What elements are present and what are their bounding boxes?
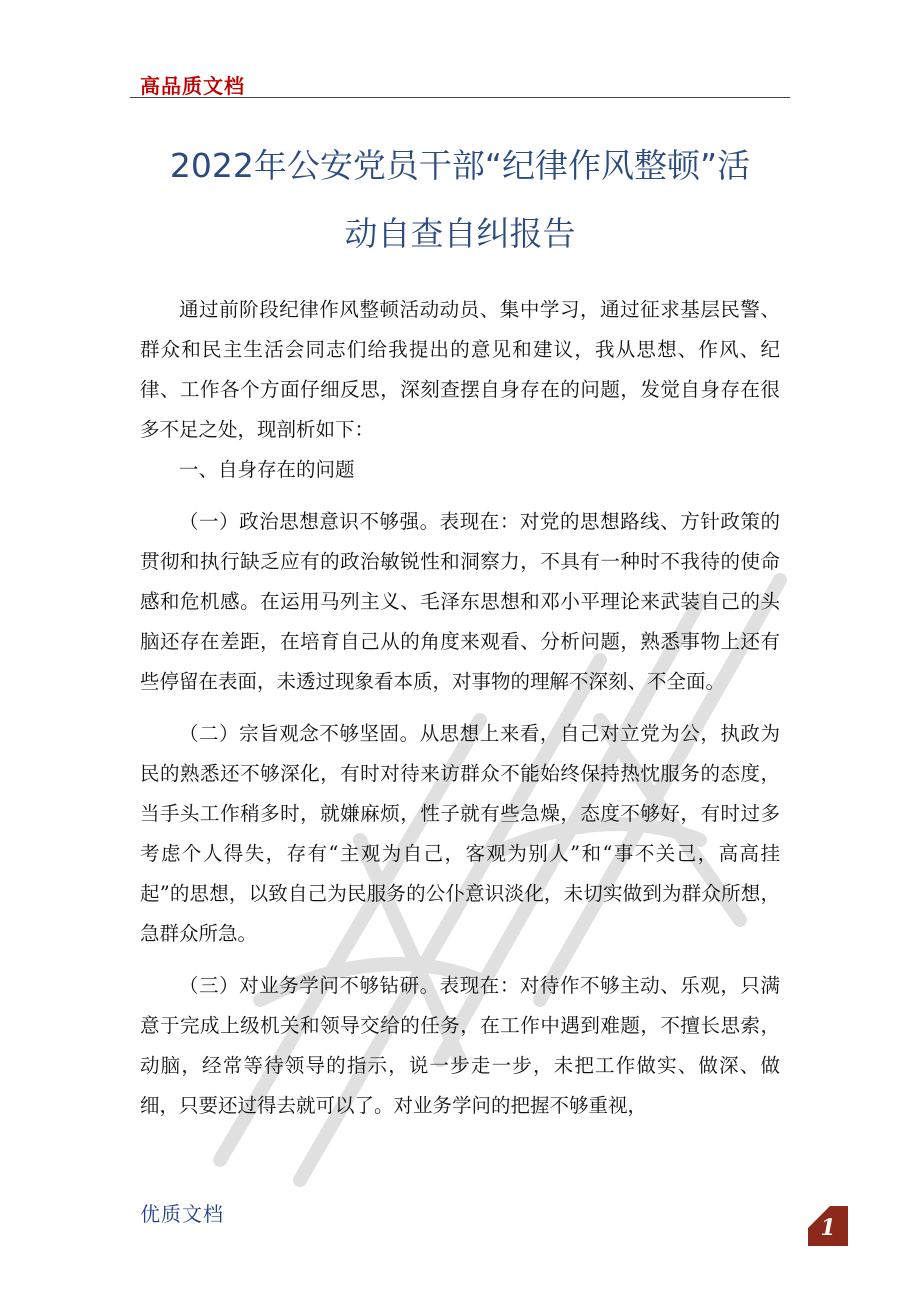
document-title xyxy=(130,132,790,268)
document-body xyxy=(140,290,780,1126)
section-heading: 一、自身存在的问题 xyxy=(179,458,355,481)
intro-paragraph: 通过前阶段纪律作风整顿活动动员、集中学习，通过征求基层民警、群众和民主生活会同志们给我提出的意见和建议，我从思想、作风、纪律、工作各个方面仔细反思，深刻查摆自身存在的问题，发觉自身存在很多不足之处，现剖析如下： xyxy=(140,298,780,441)
subsection-paragraph-2: （二）宗旨观念不够坚固。从思想上来看，自己对立党为公，执政为民的熟悉还不够深化，有时对待来访群众不能始终保持热忱服务的态度，当手头工作稍多时，就嫌麻烦，性子就有些急燥，态度不够好，有时过多考虑个人得失，存有“主观为自己，客观为别人”和“事不关己，高高挂起”的思想，以致自己为民服务的公仆意识淡化，未切实做到为群众所想，急群众所急。 xyxy=(140,722,780,945)
subsection-paragraph-3: （三）对业务学问不够钻研。表现在：对待作不够主动、乐观，只满意于完成上级机关和领导交给的任务，在工作中遇到难题，不擅长思索，动脑，经常等待领导的指示，说一步走一步，未把工作做实、做深、做细，只要还过得去就可以了。对业务学问的把握不够重视， xyxy=(140,974,780,1117)
title-line-1: 2022年公安党员干部“纪律作风整顿”活 xyxy=(169,146,751,185)
header-divider xyxy=(130,97,790,98)
page-number-badge xyxy=(808,1206,848,1246)
subsection-paragraph-1: （一）政治思想意识不够强。表现在：对党的思想路线、方针政策的贯彻和执行缺乏应有的政治敏锐性和洞察力，不具有一种时不我待的使命感和危机感。在运用马列主义、毛泽东思想和邓小平理论来武装自己的头脑还存在差距，在培育自己从的角度来观看、分析问题，熟悉事物上还有些停留在表面，未透过现象看本质，对事物的理解不深刻、不全面。 xyxy=(140,510,780,693)
header-brand: 高品质文档 xyxy=(140,74,245,98)
title-line-2: 动自查自纠报告 xyxy=(344,214,576,253)
footer-brand: 优质文档 xyxy=(140,1202,224,1226)
page-number: 1 xyxy=(820,1215,836,1241)
